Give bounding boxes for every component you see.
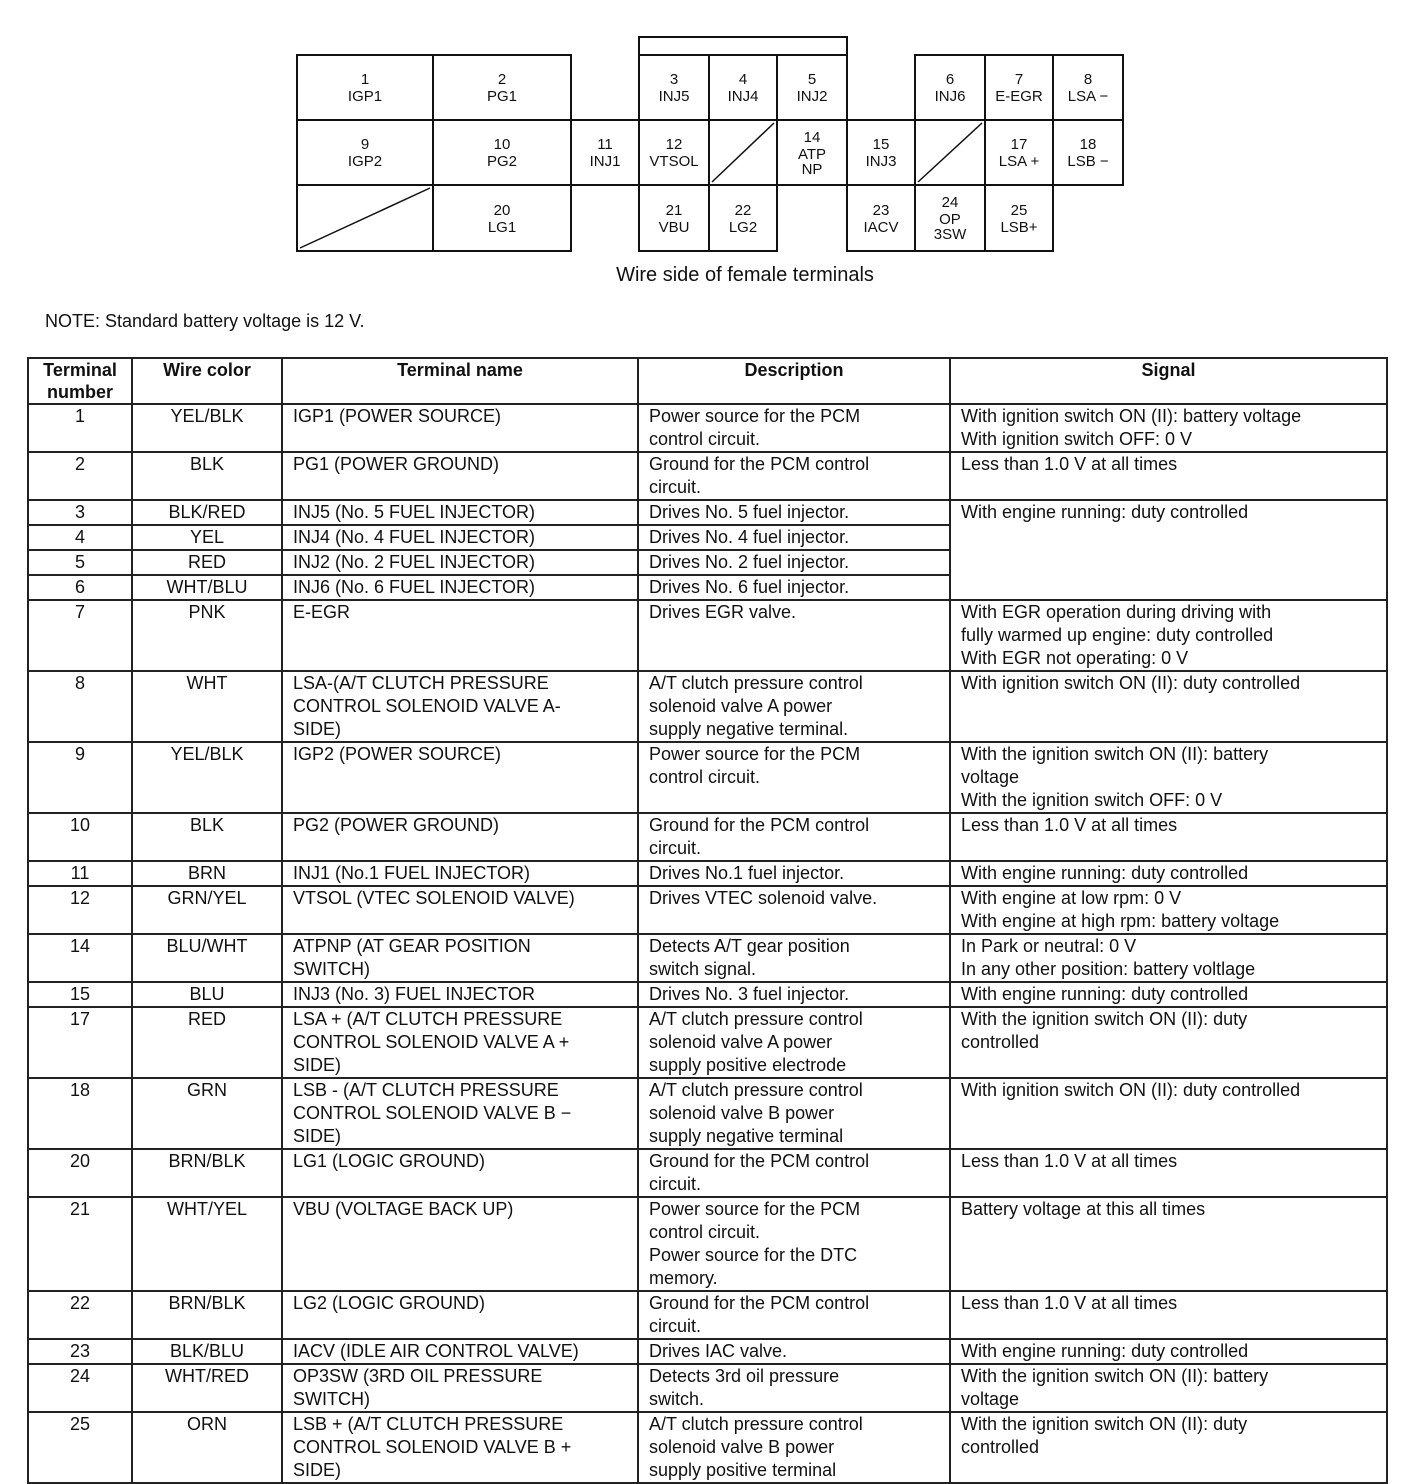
terminal-number-cell: 4 xyxy=(28,525,132,550)
signal-cell: With engine at low rpm: 0 V With engine at high rpm: battery voltage xyxy=(950,886,1387,934)
terminal-name-cell: PG2 (POWER GROUND) xyxy=(282,813,638,861)
terminal-name-cell: LSB + (A/T CLUTCH PRESSURE CONTROL SOLENOID VALVE B + SIDE) xyxy=(282,1412,638,1483)
terminal-table xyxy=(27,357,1388,1484)
terminal-name-cell: PG1 (POWER GROUND) xyxy=(282,452,638,500)
table-row xyxy=(28,1149,1387,1197)
empty-terminal xyxy=(296,184,434,252)
table-row xyxy=(28,1339,1387,1364)
table-row xyxy=(28,886,1387,934)
table-row xyxy=(28,742,1387,813)
description-cell: Detects 3rd oil pressure switch. xyxy=(638,1364,950,1412)
terminal-name-cell: INJ6 (No. 6 FUEL INJECTOR) xyxy=(282,575,638,600)
terminal-number-cell: 11 xyxy=(28,861,132,886)
terminal-cell: 21 VBU xyxy=(638,184,710,252)
wire-color-cell: PNK xyxy=(132,600,282,671)
terminal-number-cell: 1 xyxy=(28,404,132,452)
table-row xyxy=(28,1291,1387,1339)
signal-cell: Less than 1.0 V at all times xyxy=(950,1149,1387,1197)
terminal-name-cell: VTSOL (VTEC SOLENOID VALVE) xyxy=(282,886,638,934)
wire-color-cell: BLK xyxy=(132,813,282,861)
description-cell: A/T clutch pressure control solenoid valve A power supply positive electrode xyxy=(638,1007,950,1078)
terminal-number-cell: 5 xyxy=(28,550,132,575)
terminal-cell: 20 LG1 xyxy=(432,184,572,252)
signal-cell: Battery voltage at this all times xyxy=(950,1197,1387,1291)
unused-slash xyxy=(710,121,776,184)
signal-cell: With engine running: duty controlled xyxy=(950,500,1387,600)
terminal-cell: 24 OP 3SW xyxy=(914,184,986,252)
unused-slash xyxy=(298,186,432,250)
terminal-name-cell: INJ5 (No. 5 FUEL INJECTOR) xyxy=(282,500,638,525)
description-cell: Ground for the PCM control circuit. xyxy=(638,452,950,500)
terminal-number-cell: 12 xyxy=(28,886,132,934)
terminal-name-cell: INJ2 (No. 2 FUEL INJECTOR) xyxy=(282,550,638,575)
table-body xyxy=(28,404,1387,1483)
signal-cell: With the ignition switch ON (II): duty controlled xyxy=(950,1007,1387,1078)
description-cell: Power source for the PCM control circuit. Power source for the DTC memory. xyxy=(638,1197,950,1291)
table-row xyxy=(28,1412,1387,1483)
table-header-row xyxy=(28,358,1387,404)
terminal-cell: 6 INJ6 xyxy=(914,54,986,121)
description-cell: Drives No.1 fuel injector. xyxy=(638,861,950,886)
terminal-cell: 22 LG2 xyxy=(708,184,778,252)
signal-cell: Less than 1.0 V at all times xyxy=(950,1291,1387,1339)
table-row xyxy=(28,1197,1387,1291)
terminal-number-cell: 23 xyxy=(28,1339,132,1364)
header-terminal-name: Terminal name xyxy=(282,358,638,404)
terminal-name-cell: LSB - (A/T CLUTCH PRESSURE CONTROL SOLENOID VALVE B − SIDE) xyxy=(282,1078,638,1149)
unused-slash xyxy=(916,121,984,184)
terminal-name-cell: LSA + (A/T CLUTCH PRESSURE CONTROL SOLENOID VALVE A + SIDE) xyxy=(282,1007,638,1078)
terminal-number-cell: 2 xyxy=(28,452,132,500)
terminal-name-cell: IGP1 (POWER SOURCE) xyxy=(282,404,638,452)
signal-cell: With ignition switch ON (II): duty controlled xyxy=(950,671,1387,742)
description-cell: Drives EGR valve. xyxy=(638,600,950,671)
table-row xyxy=(28,934,1387,982)
terminal-name-cell: LG2 (LOGIC GROUND) xyxy=(282,1291,638,1339)
description-cell: Ground for the PCM control circuit. xyxy=(638,1149,950,1197)
table-row xyxy=(28,500,1387,525)
terminal-cell: 12 VTSOL xyxy=(638,119,710,186)
table-row xyxy=(28,1364,1387,1412)
terminal-cell: 23 IACV xyxy=(846,184,916,252)
terminal-cell: 7 E-EGR xyxy=(984,54,1054,121)
header-wire-color: Wire color xyxy=(132,358,282,404)
table-row xyxy=(28,600,1387,671)
terminal-number-cell: 14 xyxy=(28,934,132,982)
terminal-name-cell: LSA-(A/T CLUTCH PRESSURE CONTROL SOLENOID VALVE A- SIDE) xyxy=(282,671,638,742)
terminal-number-cell: 22 xyxy=(28,1291,132,1339)
terminal-name-cell: INJ3 (No. 3) FUEL INJECTOR xyxy=(282,982,638,1007)
terminal-cell: 17 LSA + xyxy=(984,119,1054,186)
terminal-cell: 3 INJ5 xyxy=(638,54,710,121)
terminal-number-cell: 8 xyxy=(28,671,132,742)
terminal-cell: 25 LSB+ xyxy=(984,184,1054,252)
wire-color-cell: BRN/BLK xyxy=(132,1291,282,1339)
terminal-cell: 9 IGP2 xyxy=(296,119,434,186)
wire-color-cell: BLU xyxy=(132,982,282,1007)
terminal-name-cell: IGP2 (POWER SOURCE) xyxy=(282,742,638,813)
wire-color-cell: BRN/BLK xyxy=(132,1149,282,1197)
terminal-cell: 5 INJ2 xyxy=(776,54,848,121)
wire-color-cell: BLK xyxy=(132,452,282,500)
wire-color-cell: YEL/BLK xyxy=(132,404,282,452)
terminal-number-cell: 15 xyxy=(28,982,132,1007)
terminal-name-cell: ATPNP (AT GEAR POSITION SWITCH) xyxy=(282,934,638,982)
terminal-name-cell: OP3SW (3RD OIL PRESSURE SWITCH) xyxy=(282,1364,638,1412)
wire-color-cell: BLK/RED xyxy=(132,500,282,525)
terminal-cell: 15 INJ3 xyxy=(846,119,916,186)
table-row xyxy=(28,404,1387,452)
wire-color-cell: GRN xyxy=(132,1078,282,1149)
terminal-number-cell: 17 xyxy=(28,1007,132,1078)
terminal-cell: 11 INJ1 xyxy=(570,119,640,186)
wire-color-cell: WHT/BLU xyxy=(132,575,282,600)
terminal-name-cell: VBU (VOLTAGE BACK UP) xyxy=(282,1197,638,1291)
table-row xyxy=(28,813,1387,861)
table-row xyxy=(28,452,1387,500)
signal-cell: Less than 1.0 V at all times xyxy=(950,813,1387,861)
description-cell: Drives No. 2 fuel injector. xyxy=(638,550,950,575)
signal-cell: With engine running: duty controlled xyxy=(950,1339,1387,1364)
wire-color-cell: BLK/BLU xyxy=(132,1339,282,1364)
signal-cell: In Park or neutral: 0 V In any other position: battery voltlage xyxy=(950,934,1387,982)
empty-terminal xyxy=(914,119,986,186)
terminal-name-cell: INJ1 (No.1 FUEL INJECTOR) xyxy=(282,861,638,886)
description-cell: Detects A/T gear position switch signal. xyxy=(638,934,950,982)
terminal-cell: 8 LSA − xyxy=(1052,54,1124,121)
terminal-number-cell: 6 xyxy=(28,575,132,600)
wire-color-cell: WHT xyxy=(132,671,282,742)
wire-color-cell: WHT/YEL xyxy=(132,1197,282,1291)
terminal-number-cell: 21 xyxy=(28,1197,132,1291)
terminal-number-cell: 3 xyxy=(28,500,132,525)
terminal-cell: 14 ATP NP xyxy=(776,119,848,186)
terminal-number-cell: 10 xyxy=(28,813,132,861)
description-cell: Power source for the PCM control circuit. xyxy=(638,404,950,452)
header-signal: Signal xyxy=(950,358,1387,404)
terminal-cell: 4 INJ4 xyxy=(708,54,778,121)
description-cell: Drives IAC valve. xyxy=(638,1339,950,1364)
terminal-cell: 2 PG1 xyxy=(432,54,572,121)
terminal-number-cell: 9 xyxy=(28,742,132,813)
description-cell: Drives No. 6 fuel injector. xyxy=(638,575,950,600)
wire-color-cell: YEL xyxy=(132,525,282,550)
signal-cell: Less than 1.0 V at all times xyxy=(950,452,1387,500)
wire-color-cell: BRN xyxy=(132,861,282,886)
table-row xyxy=(28,861,1387,886)
table-row xyxy=(28,1078,1387,1149)
description-cell: Drives VTEC solenoid valve. xyxy=(638,886,950,934)
terminal-cell: 18 LSB − xyxy=(1052,119,1124,186)
battery-voltage-note: NOTE: Standard battery voltage is 12 V. xyxy=(45,311,365,331)
terminal-number-cell: 20 xyxy=(28,1149,132,1197)
signal-cell: With ignition switch ON (II): duty controlled xyxy=(950,1078,1387,1149)
signal-cell: With the ignition switch ON (II): duty controlled xyxy=(950,1412,1387,1483)
header-terminal-number: Terminal number xyxy=(28,358,132,404)
signal-cell: With engine running: duty controlled xyxy=(950,982,1387,1007)
description-cell: A/T clutch pressure control solenoid valve A power supply negative terminal. xyxy=(638,671,950,742)
wire-color-cell: YEL/BLK xyxy=(132,742,282,813)
table-row xyxy=(28,671,1387,742)
description-cell: Drives No. 3 fuel injector. xyxy=(638,982,950,1007)
wire-color-cell: WHT/RED xyxy=(132,1364,282,1412)
signal-cell: With the ignition switch ON (II): battery voltage xyxy=(950,1364,1387,1412)
terminal-cell: 10 PG2 xyxy=(432,119,572,186)
description-cell: A/T clutch pressure control solenoid valve B power supply negative terminal xyxy=(638,1078,950,1149)
terminal-number-cell: 18 xyxy=(28,1078,132,1149)
terminal-name-cell: LG1 (LOGIC GROUND) xyxy=(282,1149,638,1197)
description-cell: Drives No. 4 fuel injector. xyxy=(638,525,950,550)
terminal-number-cell: 7 xyxy=(28,600,132,671)
description-cell: Ground for the PCM control circuit. xyxy=(638,813,950,861)
description-cell: Power source for the PCM control circuit. xyxy=(638,742,950,813)
signal-cell: With ignition switch ON (II): battery voltage With ignition switch OFF: 0 V xyxy=(950,404,1387,452)
signal-cell: With engine running: duty controlled xyxy=(950,861,1387,886)
wire-color-cell: RED xyxy=(132,550,282,575)
connector-caption: Wire side of female terminals xyxy=(616,264,874,286)
description-cell: Drives No. 5 fuel injector. xyxy=(638,500,950,525)
wire-color-cell: ORN xyxy=(132,1412,282,1483)
signal-cell: With the ignition switch ON (II): battery voltage With the ignition switch OFF: 0 V xyxy=(950,742,1387,813)
table-row xyxy=(28,982,1387,1007)
wire-color-cell: BLU/WHT xyxy=(132,934,282,982)
terminal-name-cell: E-EGR xyxy=(282,600,638,671)
signal-cell: With EGR operation during driving with fully warmed up engine: duty controlled With EGR not operating: 0 V xyxy=(950,600,1387,671)
terminal-cell: 1 IGP1 xyxy=(296,54,434,121)
description-cell: Ground for the PCM control circuit. xyxy=(638,1291,950,1339)
terminal-number-cell: 25 xyxy=(28,1412,132,1483)
terminal-name-cell: INJ4 (No. 4 FUEL INJECTOR) xyxy=(282,525,638,550)
empty-terminal xyxy=(708,119,778,186)
table-row xyxy=(28,1007,1387,1078)
wire-color-cell: RED xyxy=(132,1007,282,1078)
terminal-number-cell: 24 xyxy=(28,1364,132,1412)
header-description: Description xyxy=(638,358,950,404)
description-cell: A/T clutch pressure control solenoid valve B power supply positive terminal xyxy=(638,1412,950,1483)
wire-color-cell: GRN/YEL xyxy=(132,886,282,934)
terminal-name-cell: IACV (IDLE AIR CONTROL VALVE) xyxy=(282,1339,638,1364)
